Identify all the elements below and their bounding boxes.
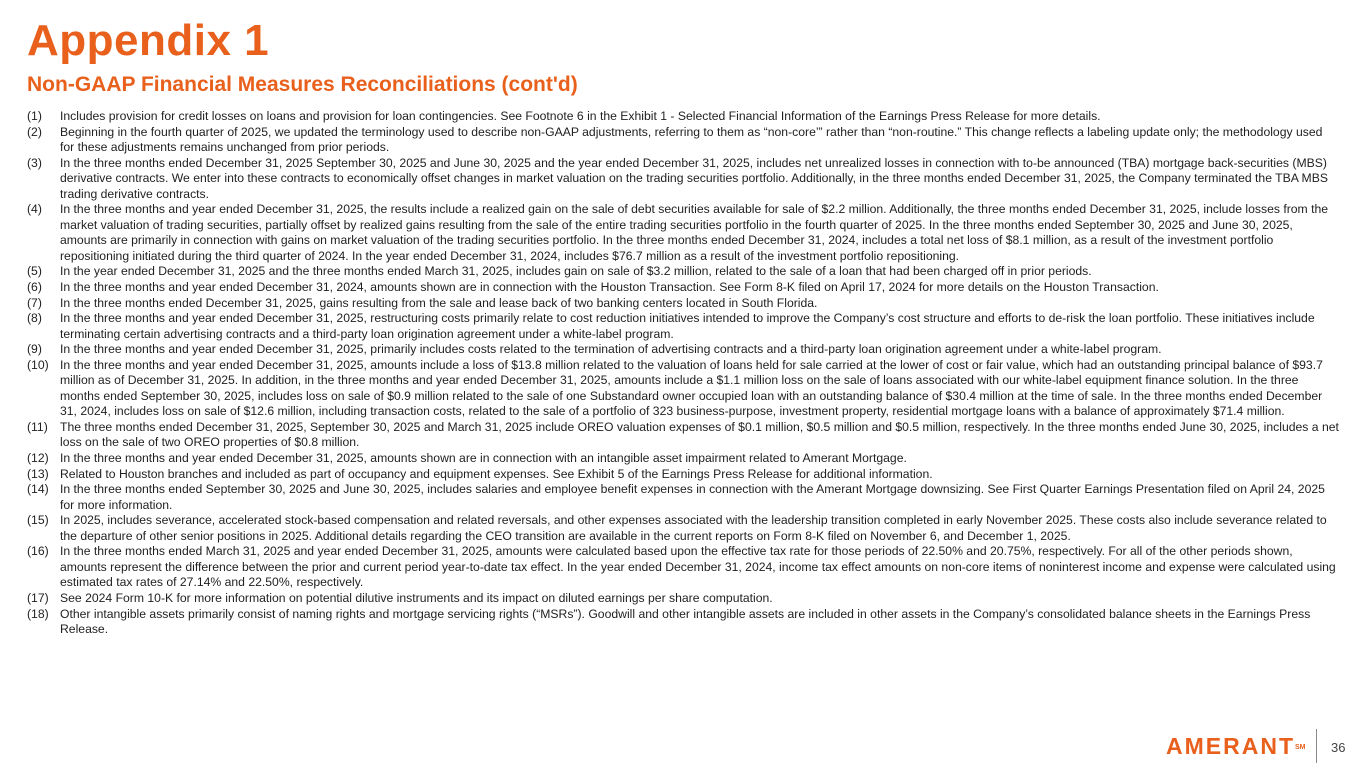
footnote-text: Beginning in the fourth quarter of 2025, we updated the terminology used to describe non-GAAP adjustments, referring to them as “non-core’” rather than “non-routine.” This change reflects a labeling update only; the methodology used for these adjustments remains unchanged from prior periods. (60, 124, 1323, 155)
footnote-item (27, 156, 1339, 203)
footnote-text: In the three months and year ended December 31, 2025, restructuring costs primarily relate to cost reduction initiatives intended to improve the Company’s cost structure and efforts to de-risk the loan portfolio. These initiatives include terminating certain advertising contracts and a third-party loan origination agreement under a white-label program. (60, 311, 1315, 341)
footnote-number: (9) (27, 342, 42, 357)
footnote-item (27, 342, 1339, 358)
footnote-item (27, 109, 1339, 125)
footnote-text: The three months ended December 31, 2025, September 30, 2025 and March 31, 2025 include OREO valuation expenses of $0.1 million, $0.5 million and $0.5 million, respectively. In the three months ended June 30, 2025, includes a net loss on the sale of two OREO properties of $0.8 million. (60, 419, 1339, 450)
amerant-logo (1166, 733, 1306, 759)
footnote-text: Other intangible assets primarily consist of naming rights and mortgage servicing rights (“MSRs”). Goodwill and other intangible assets are included in other assets in the Company’s consolidated balance sheets in the Earnings Press Release. (60, 606, 1311, 637)
logo-text: AMERANT (1166, 733, 1295, 759)
footnotes-list (27, 109, 1339, 638)
footnote-text: In the three months and year ended December 31, 2025, primarily includes costs related to the termination of advertising contracts and a third-party loan origination agreement under a white-label program. (60, 342, 1162, 357)
footnote-item (27, 607, 1339, 638)
footnote-item (27, 358, 1339, 420)
footnote-text: In the three months and year ended December 31, 2025, amounts shown are in connection with an intangible asset impairment related to Amerant Mortgage. (60, 451, 907, 466)
footnote-item (27, 311, 1339, 342)
footnote-number: (11) (27, 419, 48, 434)
footnote-item (27, 544, 1339, 591)
footnote-text: In the three months ended December 31, 2025 September 30, 2025 and June 30, 2025 and the year ended December 31, 2025, includes net unrealized losses in connection with to-be announced (TBA) mortgage back-securities (MBS) derivative contracts. We enter into these contracts to economically offset changes in market valuation on the trading securities portfolio. Additionally, in the three months ended December 31, 2025, the Company terminated the TBA MBS trading derivative contracts. (60, 155, 1328, 201)
footnote-item (27, 202, 1339, 264)
footnote-number: (10) (27, 357, 49, 372)
footnote-number: (6) (27, 280, 42, 295)
footnote-text: In the three months ended September 30, 2025 and June 30, 2025, includes salaries and employee benefit expenses in connection with the Amerant Mortgage downsizing. See First Quarter Earnings Presentation filed on April 24, 2025 for more information. (60, 482, 1325, 512)
footnote-item (27, 280, 1339, 296)
footnote-number: (18) (27, 606, 49, 621)
footnote-text: See 2024 Form 10-K for more information on potential dilutive instruments and its impact on diluted earnings per share computation. (60, 590, 773, 605)
footnote-number: (1) (27, 109, 42, 123)
footnote-text: Includes provision for credit losses on loans and provision for loan contingencies. See Footnote 6 in the Exhibit 1 - Selected Financial Information of the Earnings Press Release for more details. (60, 109, 1101, 123)
footnote-item (27, 451, 1339, 467)
page-number: 36 (1331, 740, 1346, 755)
footnote-text: In the three months and year ended December 31, 2025, the results include a realized gain on the sale of debt securities available for sale of $2.2 million. Additionally, the three months ended December 31, 2025, include losses from the market valuation of trading securities, partially offset by realized gains resulting from the sale of the entire trading securities portfolio in the fourth quarter of 2025. In the three months ended September 30, 2025 and June 30, 2025, amounts are primarily in connection with gains on market valuation of the trading securities portfolio. In the three months ended December 31, 2024, includes a total net loss of $8.1 million, as a result of the investment portfolio repositioning initiated during the third quarter of 2024. In the year ended December 31, 2024, includes $76.7 million as a result of the investment portfolio repositioning. (60, 202, 1329, 263)
footnote-number: (5) (27, 264, 42, 279)
footnote-number: (2) (27, 124, 42, 139)
page-title: Appendix 1 (27, 16, 270, 65)
service-mark: SM (1295, 744, 1306, 751)
footnote-item (27, 125, 1339, 156)
footnote-text: In the three months and year ended December 31, 2025, amounts include a loss of $13.8 million related to the valuation of loans held for sale carried at the lower of cost or fair value, which had an outstanding principal balance of $93.7 million as of December 31, 2025. In addition, in the three months and year ended December 31, 2025, amounts include a $1.1 million loss on the sale of loans associated with our white-label equipment finance solution. In the three months ended September 30, 2025, includes loss on sale of $0.9 million related to the sale of one Substandard owner occupied loan with an outstanding balance of $30.4 million at the time of sale. In the three months ended December 31, 2024, includes loss on sale of $12.6 million, including transaction costs, related to the sale of a portfolio of 323 business-purpose, investment property, residential mortgage loans with a balance of approximately $71.4 million. (60, 357, 1323, 419)
footnote-text: In the year ended December 31, 2025 and the three months ended March 31, 2025, includes gain on sale of $3.2 million, related to the sale of a loan that had been charged off in prior periods. (60, 264, 1092, 279)
footnote-number: (14) (27, 482, 49, 497)
footnote-text: In the three months and year ended December 31, 2024, amounts shown are in connection with the Houston Transaction. See Form 8-K filed on April 17, 2024 for more details on the Houston Transaction. (60, 280, 1159, 295)
footnote-number: (3) (27, 155, 42, 170)
footnote-text: Related to Houston branches and included as part of occupancy and equipment expenses. See Exhibit 5 of the Earnings Press Release for additional information. (60, 466, 933, 481)
footnote-text: In the three months ended March 31, 2025 and year ended December 31, 2025, amounts were calculated based upon the effective tax rate for those periods of 22.50% and 20.75%, respectively. For all of the other periods shown, amounts represent the difference between the prior and current period year-to-date tax effect. In the year ended December 31, 2024, income tax effect amounts on non-core items of noninterest income and expense were calculated using estimated tax rates of 27.14% and 22.50%, respectively. (60, 544, 1336, 590)
footer-divider (1316, 729, 1317, 763)
footnote-text: In 2025, includes severance, accelerated stock-based compensation and related reversals, and other expenses associated with the leadership transition completed in early November 2025. These costs also include severance related to the departure of other senior positions in 2025. Additional details regarding the CEO transition are available in the current reports on Form 8-K filed on November 6, and December 1, 2025. (60, 513, 1327, 543)
footnote-number: (16) (27, 544, 49, 559)
footnote-text: In the three months ended December 31, 2025, gains resulting from the sale and lease back of two banking centers located in South Florida. (60, 295, 818, 310)
footnote-item (27, 420, 1339, 451)
footnote-item (27, 513, 1339, 544)
footnote-item (27, 467, 1339, 483)
footnote-item (27, 482, 1339, 513)
footnote-number: (15) (27, 513, 49, 528)
footnote-number: (7) (27, 295, 42, 310)
footnote-item (27, 264, 1339, 280)
footnote-number: (4) (27, 202, 42, 217)
footnote-number: (13) (27, 466, 49, 481)
footnote-item (27, 591, 1339, 607)
footnote-number: (17) (27, 590, 49, 605)
footnote-number: (12) (27, 451, 49, 466)
footnote-item (27, 296, 1339, 312)
page-subtitle: Non-GAAP Financial Measures Reconciliations (cont'd) (27, 73, 578, 96)
footnote-number: (8) (27, 311, 42, 326)
